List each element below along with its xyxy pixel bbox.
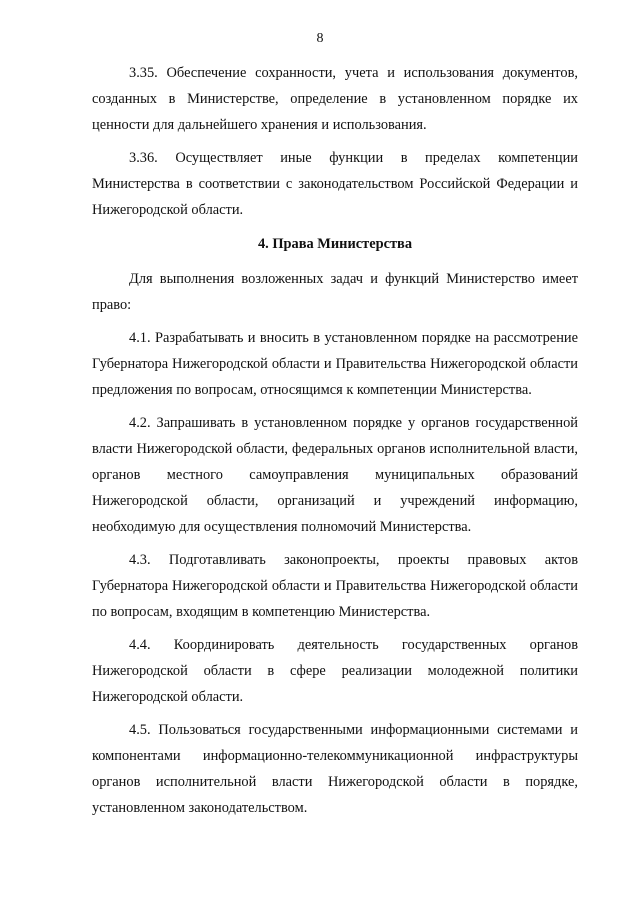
paragraph-intro: Для выполнения возложенных задач и функций Министерство имеет право: — [92, 271, 578, 313]
paragraph-3-36: 3.36. Осуществляет иные функции в пределах компетенции Министерства в соответствии с законодательством Российской Федерации и Нижегородской области. — [92, 150, 578, 218]
section-heading: 4. Права Министерства — [257, 236, 413, 252]
paragraph-4-4: 4.4. Координировать деятельность государственных органов Нижегородской области в сфере реализации молодежной политики Нижегородской области. — [92, 637, 578, 705]
paragraph-4-3: 4.3. Подготавливать законопроекты, проекты правовых актов Губернатора Нижегородской области и Правительства Нижегородской области по вопросам, входящим в компетенцию Министерства. — [92, 552, 578, 620]
paragraph-3-35: 3.35. Обеспечение сохранности, учета и использования документов, созданных в Министерстве, определение в установленном порядке их ценности для дальнейшего хранения и использования. — [92, 65, 578, 133]
paragraph-4-1: 4.1. Разрабатывать и вносить в установленном порядке на рассмотрение Губернатора Нижегородской области и Правительства Нижегородской области предложения по вопросам, относящимся к компетенции Министерства. — [92, 330, 578, 398]
paragraph-4-5: 4.5. Пользоваться государственными информационными системами и компонентами информационно-телекоммуникационной инфраструктуры органов исполнительной власти Нижегородской области в порядке, установленном законодательством. — [92, 722, 578, 816]
document-body — [92, 60, 578, 828]
paragraph-4-2: 4.2. Запрашивать в установленном порядке у органов государственной власти Нижегородской области, федеральных органов исполнительной власти, органов местного самоуправления муниципальных образований Нижегородской области, организаций и учреждений информацию, необходимую для осуществления полномочий Министерства. — [92, 415, 578, 535]
page-number: 8 — [316, 31, 324, 46]
